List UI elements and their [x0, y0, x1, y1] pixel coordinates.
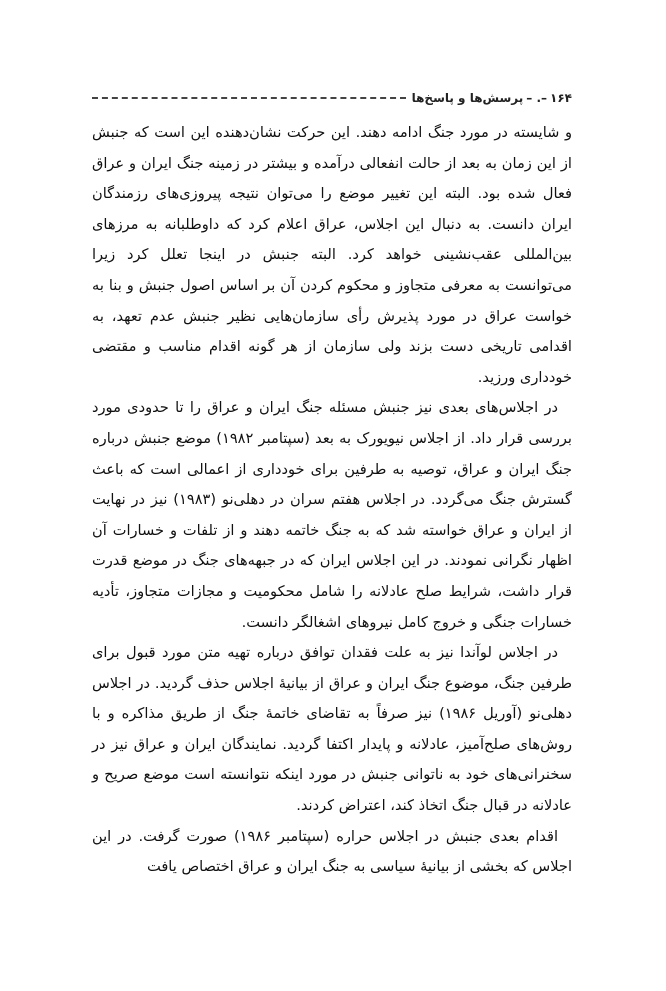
- paragraph-1: و شایسته در مورد جنگ ادامه دهند. این حرکت نشان‌دهنده این است که جنبش از این زمان به بعد از حالت انفعالی درآمده و بیشتر در زمینه جنگ ایران و عراق فعال شده بود. البته این تغییر موضع را می‌توان نتیجه پیروزی‌های رزمندگان ایران دانست. به دنبال این اجلاس، عراق اعلام کرد که داوطلبانه به مرزهای بین‌المللی عقب‌نشینی خواهد کرد. البته جنبش در اینجا تعلل کرد زیرا می‌توانست به معرفی متجاوز و محکوم کردن آن بر اساس اصول جنبش و بنا به خواست عراق در مورد پذیرش رأی سازمان‌هایی نظیر جنبش عدم تعهد، به اقدامی تاریخی دست بزند ولی سازمان از هر گونه اقدام مناسب و مقتضی خودداری ورزید.: [92, 124, 572, 386]
- running-title: پرسش‌ها و پاسخ‌ها: [411, 91, 524, 105]
- body-text: [92, 118, 572, 883]
- header-separator: –. –: [526, 91, 548, 105]
- header-dashed-rule: [92, 97, 406, 99]
- paragraph-4: اقدام بعدی جنبش در اجلاس حراره (سپتامبر ۱۹۸۶) صورت گرفت. در این اجلاس که بخشی از بیانیهٔ سیاسی به جنگ ایران و عراق اختصاص یافت: [92, 827, 572, 876]
- paragraph-2: در اجلاس‌های بعدی نیز جنبش مسئله جنگ ایران و عراق را تا حدودی مورد بررسی قرار داد. از اجلاس نیویورک به بعد (سپتامبر ۱۹۸۲) موضع جنبش درباره جنگ ایران و عراق، توصیه به طرفین برای خودداری از اعمالی است که باعث گسترش جنگ می‌گردد. در اجلاس هفتم سران در دهلی‌نو (۱۹۸۳) نیز در نهایت از ایران و عراق خواسته شد که به جنگ خاتمه دهند و از تلفات و خسارات آن اظهار نگرانی نمودند. در این اجلاس ایران که در جبهه‌های جنگ در موضع قدرت قرار داشت، شرایط صلح عادلانه را شامل محکومیت و مجازات متجاوز، تأدیه خسارات جنگی و خروج کامل نیروهای اشغالگر دانست.: [92, 399, 572, 631]
- paragraph-3: در اجلاس لوآندا نیز به علت فقدان توافق درباره تهیه متن مورد قبول برای طرفین جنگ، موضوع جنگ ایران و عراق از بیانیهٔ اجلاس حذف گردید. در اجلاس دهلی‌نو (آوریل ۱۹۸۶) نیز صرفاً به تقاضای خاتمهٔ جنگ از طریق مذاکره و با روش‌های صلح‌آمیز، عادلانه و پایدار اکتفا گردید. نمایندگان ایران و عراق نیز در سخنرانی‌های خود به ناتوانی جنبش در مورد اینکه نتوانسته است موضع صریح و عادلانه در قبال جنگ اتخاذ کند، اعتراض کردند.: [92, 644, 572, 815]
- page-number: ۱۶۴: [550, 91, 572, 105]
- running-header: [92, 86, 572, 110]
